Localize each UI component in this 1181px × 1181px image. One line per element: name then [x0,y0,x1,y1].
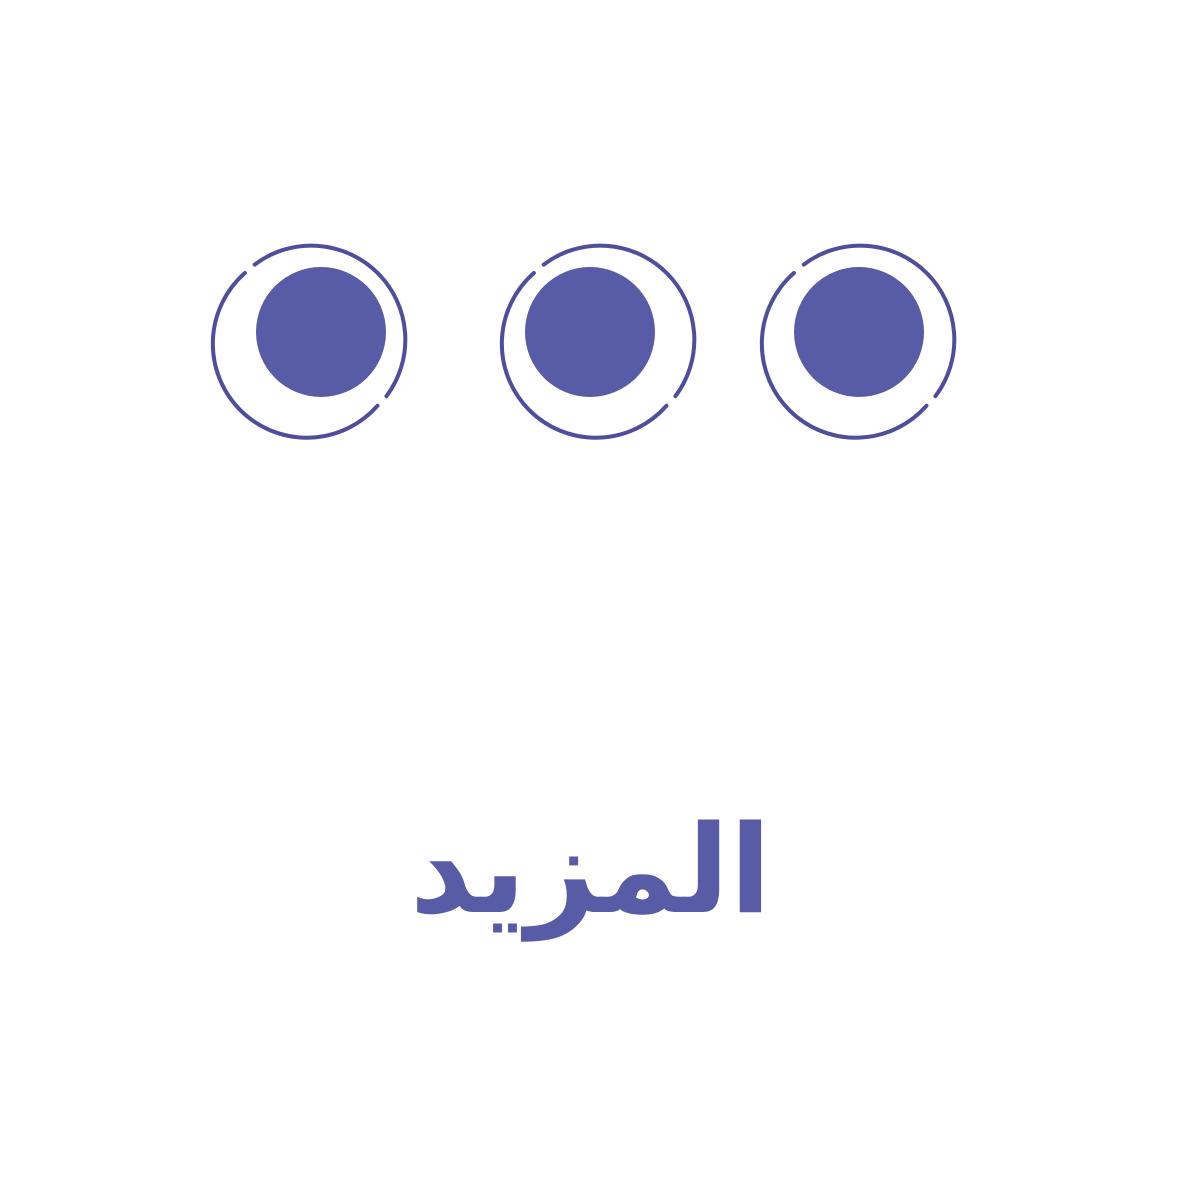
dot-icon [502,246,694,438]
dot-icon [762,246,954,438]
more-label: المزيد [409,799,772,941]
dot-icon [213,246,405,438]
